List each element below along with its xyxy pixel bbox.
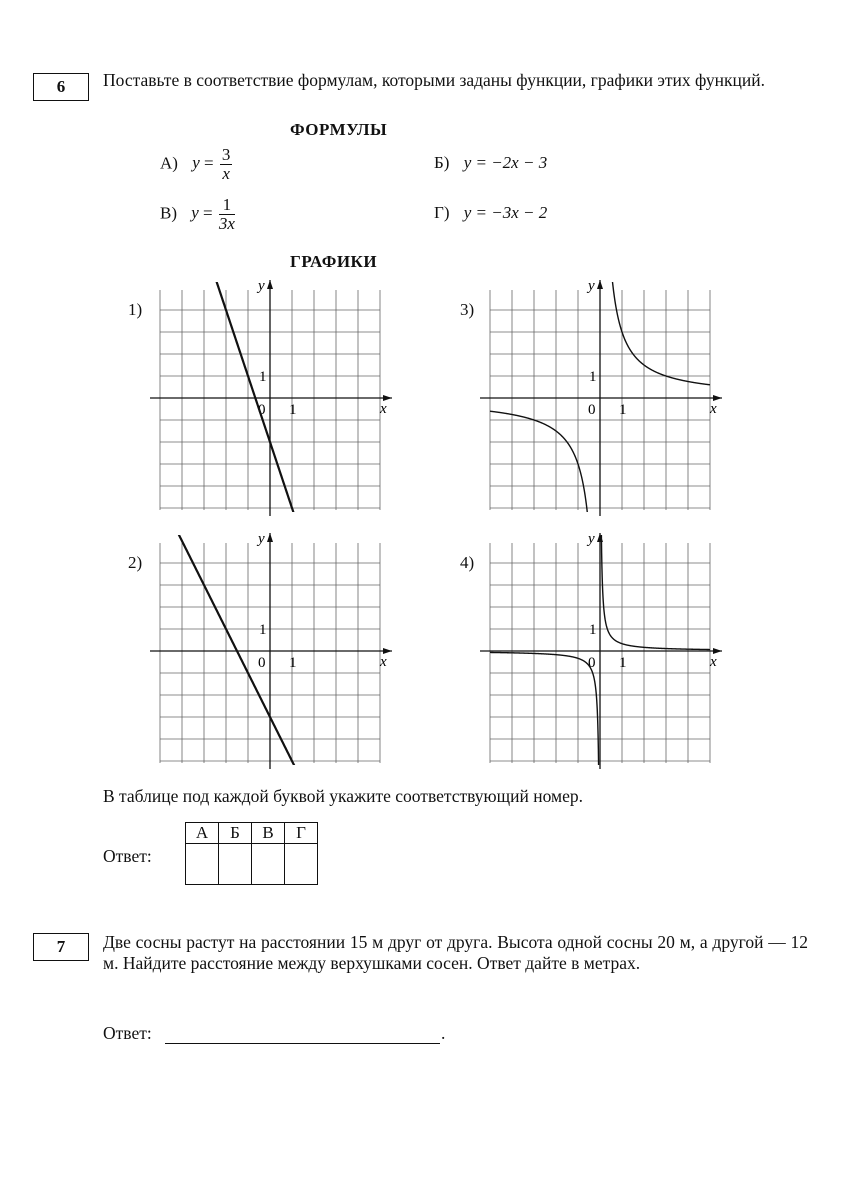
task7-number: 7 <box>33 933 89 961</box>
table-instruction: В таблице под каждой буквой укажите соответствующий номер. <box>103 786 583 806</box>
answer-cell-b[interactable] <box>219 844 252 885</box>
y-tick-label: 1 <box>259 622 267 638</box>
hyperbola-branch <box>490 652 599 797</box>
formula-g-label: Г) <box>434 203 450 222</box>
answer-cell-g[interactable] <box>285 844 318 885</box>
formula-b-y: y <box>463 153 472 172</box>
y-axis-arrow <box>267 280 273 289</box>
task6-text: Поставьте в соответствие формулам, которыми заданы функции, графики этих функций. <box>103 70 765 90</box>
graph3-label: 3) <box>460 300 475 319</box>
y-axis-arrow <box>597 280 603 289</box>
formula-v-label: В) <box>160 203 177 223</box>
hyperbola-branch <box>608 226 710 385</box>
graph4-label: 4) <box>460 553 475 572</box>
graph2-label: 2) <box>128 553 143 572</box>
graph3-plot <box>480 280 730 520</box>
answer-cell-v[interactable] <box>252 844 285 885</box>
answer-header-g: Г <box>285 823 318 844</box>
formula-a-y: y <box>192 153 200 173</box>
y-axis-label: y <box>258 531 265 547</box>
formula-a-label: А) <box>160 153 178 173</box>
y-axis-arrow <box>267 533 273 542</box>
task6-number: 6 <box>33 73 89 101</box>
formula-a-den: x <box>222 164 230 183</box>
y-tick-label: 1 <box>259 369 267 385</box>
origin-label: 0 <box>258 655 266 671</box>
function-line <box>160 497 325 827</box>
x-tick-label: 1 <box>289 655 297 671</box>
formula-b-expr: = −2x − 3 <box>471 153 548 172</box>
y-tick-label: 1 <box>589 369 597 385</box>
graph2-plot <box>150 533 400 773</box>
answer-header-b: Б <box>219 823 252 844</box>
y-axis-label: y <box>588 278 595 294</box>
task7-answer-label: Ответ: <box>103 1023 152 1043</box>
task6-answer-label: Ответ: <box>103 846 152 866</box>
graph4-plot <box>480 533 730 773</box>
y-tick-label: 1 <box>589 622 597 638</box>
task7-answer-end: . <box>441 1023 446 1043</box>
graphs-header: ГРАФИКИ <box>290 252 378 271</box>
formula-v-fraction <box>219 196 235 233</box>
task7-text: Две сосны растут на расстоянии 15 м друг от друга. Высота одной сосны 20 м, а другой — 12 м. Найдите расстояние между верхушками сосен. Ответ дайте в метрах. <box>103 932 808 973</box>
origin-label: 0 <box>588 655 596 671</box>
x-axis-label: x <box>380 654 387 670</box>
x-axis-label: x <box>380 401 387 417</box>
task7-answer-field[interactable] <box>165 1025 440 1044</box>
formula-v-y: y <box>191 203 199 223</box>
y-axis-label: y <box>258 278 265 294</box>
formula-a-fraction <box>220 146 233 183</box>
formula-v-den: 3x <box>218 214 235 233</box>
formula-a-num: 3 <box>221 145 231 164</box>
answer-table <box>185 822 318 885</box>
formula-a-eq: = <box>204 153 214 173</box>
formula-b-label: Б) <box>434 153 450 172</box>
answer-header-a: А <box>186 823 219 844</box>
y-axis-label: y <box>588 531 595 547</box>
x-axis-label: x <box>710 654 717 670</box>
x-tick-label: 1 <box>619 402 627 418</box>
answer-cell-a[interactable] <box>186 844 219 885</box>
formula-g-expr: = −3x − 2 <box>471 203 548 222</box>
hyperbola-branch <box>601 504 710 649</box>
graph1-label: 1) <box>128 300 143 319</box>
answer-header-v: В <box>252 823 285 844</box>
x-tick-label: 1 <box>619 655 627 671</box>
formula-v <box>160 196 237 233</box>
formula-a <box>160 146 234 183</box>
origin-label: 0 <box>258 402 266 418</box>
formulas-header: ФОРМУЛЫ <box>290 120 388 139</box>
graph1-plot <box>150 280 400 520</box>
x-tick-label: 1 <box>289 402 297 418</box>
formula-b <box>434 153 547 173</box>
x-axis-label: x <box>710 401 717 417</box>
formula-v-num: 1 <box>219 196 235 215</box>
origin-label: 0 <box>588 402 596 418</box>
formula-g <box>434 203 547 223</box>
formula-g-y: y <box>463 203 472 222</box>
formula-v-eq: = <box>203 203 213 223</box>
